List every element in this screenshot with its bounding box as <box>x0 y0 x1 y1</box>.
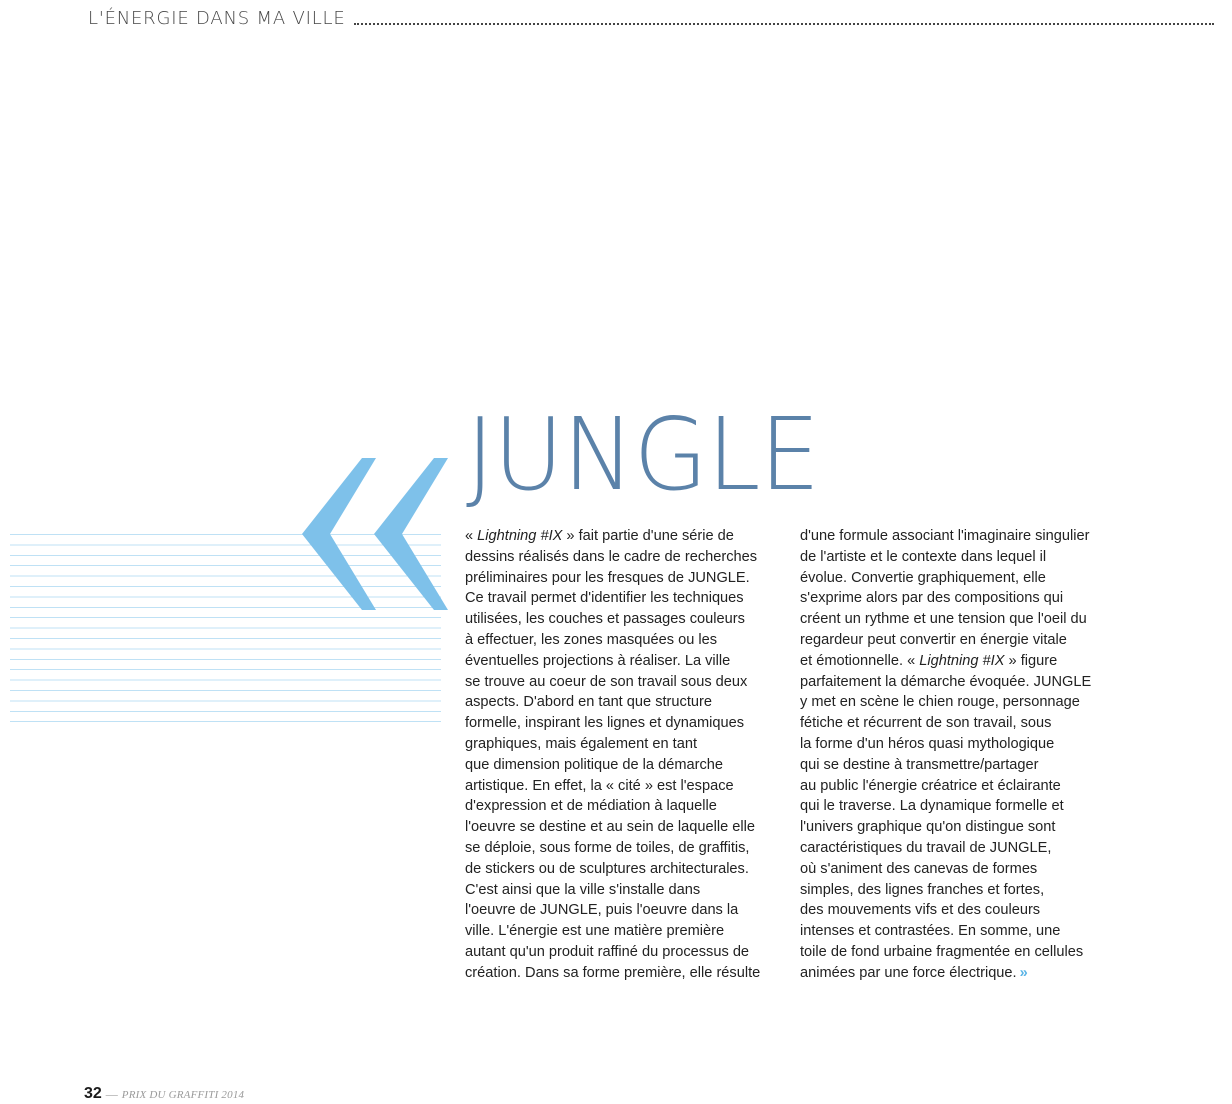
text-run: toile de fond urbaine fragmentée en cellules <box>800 943 1084 960</box>
footer-publication: PRIX DU GRAFFITI 2014 <box>121 1089 245 1101</box>
article-line <box>465 713 770 734</box>
text-run: artistique. En effet, la « cité » est l'espace <box>465 777 734 794</box>
article-line <box>800 692 1105 713</box>
article-line <box>465 859 770 880</box>
article-line <box>465 692 770 713</box>
article-column-right <box>800 526 1105 984</box>
text-run: et émotionnelle. « <box>800 652 920 669</box>
artwork-title-text: Lightning #IX <box>919 652 1005 669</box>
article-line <box>465 880 770 901</box>
text-run: animées par une force électrique. <box>800 964 1017 981</box>
article-line <box>800 713 1105 734</box>
article-line <box>465 568 770 589</box>
text-run: préliminaires pour les fresques de JUNGLE. <box>465 569 750 586</box>
continue-arrows-icon: » <box>1019 964 1028 981</box>
article-line <box>800 796 1105 817</box>
text-run: » fait partie d'une série de <box>562 528 734 544</box>
text-run: utilisées, les couches et passages couleurs <box>465 611 745 628</box>
article-line <box>465 672 770 693</box>
text-run: qui le traverse. La dynamique formelle et <box>800 798 1064 815</box>
artwork-title-text: Lightning #IX <box>477 528 563 544</box>
text-run: » figure <box>1004 652 1058 669</box>
article-line <box>465 942 770 963</box>
text-run: l'univers graphique qu'on distingue sont <box>800 819 1056 836</box>
article-line <box>800 755 1105 776</box>
article-line <box>800 630 1105 651</box>
article-line <box>800 963 1105 984</box>
article-body <box>465 526 1105 984</box>
text-run: à effectuer, les zones masquées ou les <box>465 631 718 648</box>
article-line <box>465 755 770 776</box>
text-run: qui se destine à transmettre/partager <box>800 756 1039 773</box>
article-line <box>800 568 1105 589</box>
text-run: autant qu'un produit raffiné du processus de <box>465 943 750 960</box>
page-number: 32 <box>84 1085 102 1102</box>
article-title: JUNGLE <box>466 396 820 513</box>
text-run: des mouvements vifs et des couleurs <box>800 902 1041 919</box>
text-run: de l'artiste et le contexte dans lequel il <box>800 548 1047 565</box>
text-run: C'est ainsi que la ville s'installe dans <box>465 881 701 898</box>
article-line <box>800 817 1105 838</box>
article-line <box>465 547 770 568</box>
article-line <box>465 900 770 921</box>
article-line <box>800 609 1105 630</box>
quote-mark-icon <box>300 454 452 614</box>
article-line <box>800 651 1105 672</box>
article-line <box>465 609 770 630</box>
text-run: caractéristiques du travail de JUNGLE, <box>800 839 1052 856</box>
text-run: intenses et contrastées. En somme, une <box>800 923 1061 940</box>
article-line <box>465 776 770 797</box>
text-run: éventuelles projections à réaliser. La ville <box>465 652 731 669</box>
article-line <box>800 859 1105 880</box>
text-run: ville. L'énergie est une matière première <box>465 923 725 940</box>
footer-dash: — <box>105 1087 118 1101</box>
article-line <box>800 838 1105 859</box>
text-run: y met en scène le chien rouge, personnage <box>800 694 1080 711</box>
article-line <box>800 734 1105 755</box>
section-header <box>88 6 1214 30</box>
text-run: aspects. D'abord en tant que structure <box>465 694 712 711</box>
page-footer <box>84 1085 244 1103</box>
text-run: fétiche et récurrent de son travail, sous <box>800 715 1052 732</box>
article-line <box>465 817 770 838</box>
article-line <box>800 921 1105 942</box>
article-line <box>465 796 770 817</box>
text-run: parfaitement la démarche évoquée. JUNGLE <box>800 673 1092 690</box>
article-line <box>465 921 770 942</box>
text-run: simples, des lignes franches et fortes, <box>800 881 1045 898</box>
text-run: l'oeuvre de JUNGLE, puis l'oeuvre dans la <box>465 902 739 919</box>
article-line <box>465 630 770 651</box>
text-run: la forme d'un héros quasi mythologique <box>800 735 1055 752</box>
article-line <box>465 526 770 547</box>
text-run: se trouve au coeur de son travail sous deux <box>465 673 748 690</box>
article-line <box>465 651 770 672</box>
text-run: l'oeuvre se destine et au sein de laquelle elle <box>465 819 755 836</box>
text-run: se déploie, sous forme de toiles, de graffitis, <box>465 839 750 856</box>
article-line <box>800 880 1105 901</box>
text-run: s'exprime alors par des compositions qui <box>800 590 1064 607</box>
article-line <box>465 588 770 609</box>
text-run: Ce travail permet d'identifier les techniques <box>465 590 744 607</box>
text-run: « <box>465 528 478 544</box>
text-run: où s'animent des canevas de formes <box>800 860 1038 877</box>
header-dotted-rule <box>354 23 1214 25</box>
text-run: d'expression et de médiation à laquelle <box>465 798 717 815</box>
text-run: au public l'énergie créatrice et éclairante <box>800 777 1061 794</box>
article-column-left <box>465 526 770 984</box>
section-title: L'ÉNERGIE DANS MA VILLE <box>88 8 346 29</box>
text-run: évolue. Convertie graphiquement, elle <box>800 569 1046 586</box>
text-run: de stickers ou de sculptures architecturales. <box>465 860 749 877</box>
article-line <box>465 838 770 859</box>
text-run: regardeur peut convertir en énergie vitale <box>800 631 1067 648</box>
article-line <box>800 526 1105 547</box>
article-line <box>800 776 1105 797</box>
text-run: d'une formule associant l'imaginaire singulier <box>800 528 1090 544</box>
text-run: graphiques, mais également en tant <box>465 735 698 752</box>
text-run: formelle, inspirant les lignes et dynamiques <box>465 715 745 732</box>
article-line <box>465 734 770 755</box>
article-line <box>465 963 770 984</box>
text-run: que dimension politique de la démarche <box>465 756 723 773</box>
text-run: création. Dans sa forme première, elle résulte <box>465 964 761 981</box>
article-line <box>800 900 1105 921</box>
article-line <box>800 588 1105 609</box>
article-line <box>800 672 1105 693</box>
article-line <box>800 547 1105 568</box>
article-line <box>800 942 1105 963</box>
text-run: créent un rythme et une tension que l'oeil du <box>800 611 1087 628</box>
text-run: dessins réalisés dans le cadre de recherches <box>465 548 758 565</box>
